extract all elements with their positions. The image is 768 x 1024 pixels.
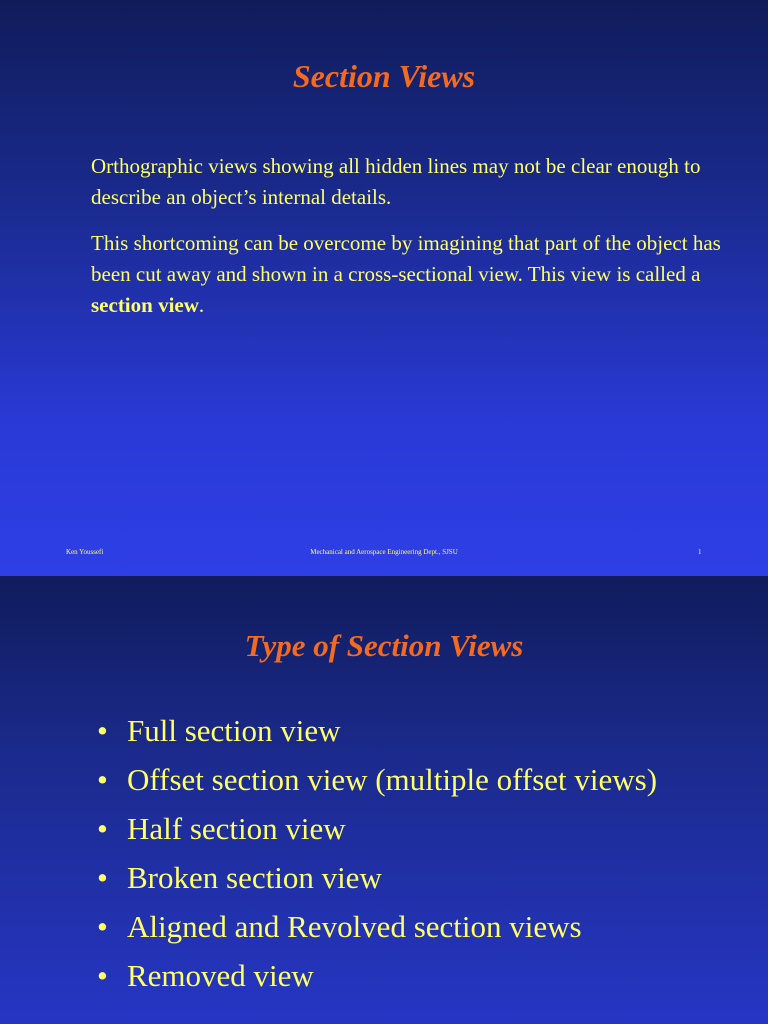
slide-2-title: Type of Section Views <box>244 628 524 663</box>
slide-1-paragraph-2 <box>91 228 731 321</box>
list-item-text: Aligned and Revolved section views <box>127 909 582 944</box>
paragraph-2-text: This shortcoming can be overcome by imagining that part of the object has been cut away and shown in a cross-sectional view. This view is called a <box>91 231 721 286</box>
list-item <box>97 951 657 1000</box>
slide-1-title: Section Views <box>292 58 476 94</box>
slide-1-paragraph-1: Orthographic views showing all hidden lines may not be clear enough to describe an object’s internal details. <box>91 154 701 209</box>
list-item-text: Broken section view <box>127 860 382 895</box>
list-item <box>97 902 657 951</box>
bullet-icon: • <box>97 860 108 895</box>
footer-department: Mechanical and Aerospace Engineering Dept., SJSU <box>310 548 458 556</box>
bullet-icon: • <box>97 762 108 797</box>
list-item <box>97 804 657 853</box>
list-item-text: Removed view <box>127 958 314 993</box>
list-item <box>97 706 657 755</box>
bullet-icon: • <box>97 713 108 748</box>
list-item-text: Half section view <box>127 811 346 846</box>
section-view-types-list <box>97 706 657 1000</box>
section-view-term: section view <box>91 293 199 317</box>
list-item-text: Offset section view (multiple offset views) <box>127 762 658 797</box>
bullet-icon: • <box>97 909 108 944</box>
paragraph-2-end: . <box>198 293 205 317</box>
bullet-icon: • <box>97 811 108 846</box>
footer-author: Ken Youssefi <box>66 548 104 556</box>
list-item <box>97 755 657 804</box>
slide-2 <box>0 576 768 1024</box>
footer-page-number: 1 <box>698 548 702 556</box>
bullet-icon: • <box>97 958 108 993</box>
list-item <box>97 853 657 902</box>
list-item-text: Full section view <box>127 713 341 748</box>
